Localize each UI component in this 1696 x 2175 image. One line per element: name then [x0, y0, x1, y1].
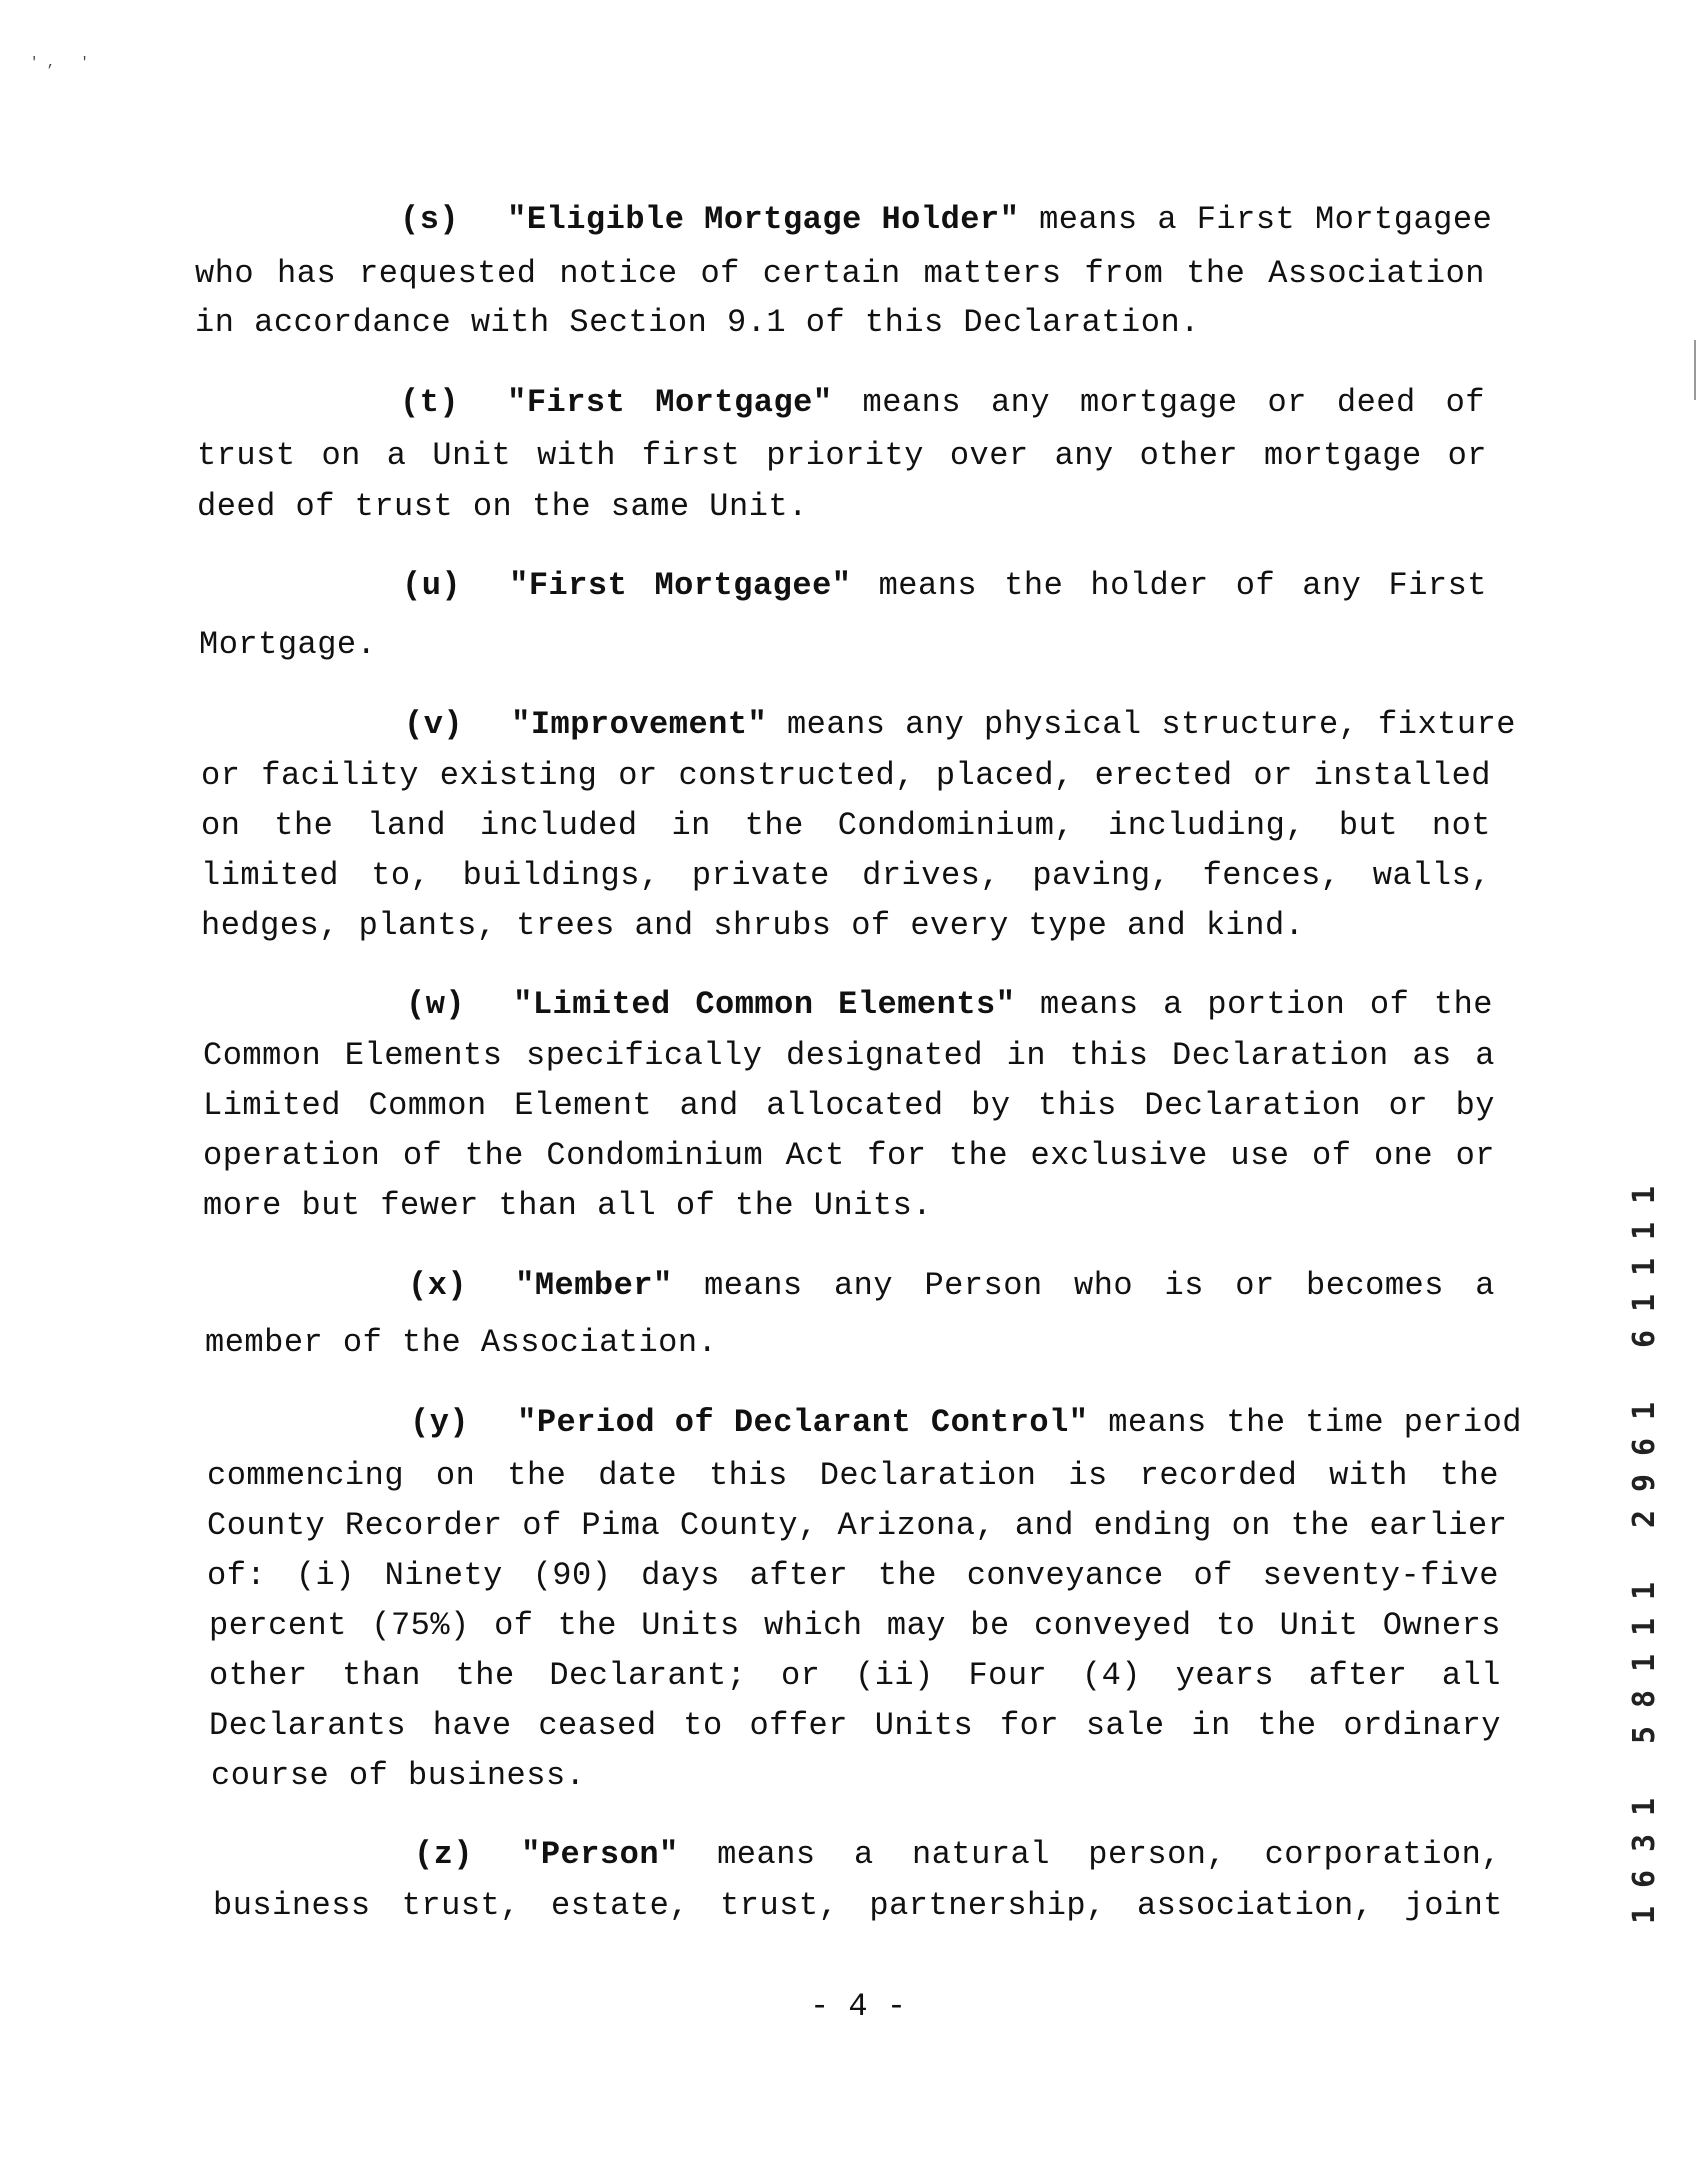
defined-term: "Period of Declarant Control": [517, 1404, 1089, 1441]
definition-text: means any mortgage or deed of: [832, 384, 1486, 421]
stamp-char: 1: [1627, 1401, 1662, 1421]
definition-text-line: percent (75%) of the Units which may be conveyed to Unit Owners: [209, 1607, 1501, 1644]
stamp-char: 8: [1627, 1689, 1662, 1709]
definition-text: means a portion of the: [1015, 986, 1494, 1023]
definition-text-line: trust on a Unit with first priority over any other mortgage or: [197, 437, 1487, 474]
definition-text-line: other than the Declarant; or (ii) Four (4) years after all: [209, 1657, 1501, 1694]
definition-label: (t): [400, 384, 460, 421]
definition-text-line: on the land included in the Condominium, including, but not: [201, 807, 1491, 844]
definition-text-line: member of the Association.: [205, 1324, 718, 1361]
definition-text-line: who has requested notice of certain matters from the Association: [195, 255, 1485, 292]
stamp-char: 2: [1627, 1509, 1662, 1529]
definition-label: (v): [404, 706, 464, 743]
defined-term: "Person": [521, 1836, 679, 1873]
definition-y-first-line: [410, 1403, 1522, 1443]
stamp-char: 6: [1627, 1869, 1662, 1889]
definition-label: (u): [402, 567, 462, 604]
definition-text-line: Limited Common Element and allocated by this Declaration or by: [203, 1087, 1495, 1124]
definition-text-line: more but fewer than all of the Units.: [203, 1187, 933, 1224]
definition-text: means a natural person, corporation,: [678, 1836, 1501, 1873]
definition-label: (s): [400, 201, 460, 238]
recording-stamp: [1625, 1180, 1665, 1940]
scan-corner-marks: ' , ': [30, 55, 89, 71]
stamp-char: 1: [1627, 1257, 1662, 1277]
stamp-char: 1: [1627, 1797, 1662, 1817]
definition-text-line: in accordance with Section 9.1 of this Declaration.: [195, 304, 1200, 341]
stamp-char: 6: [1627, 1329, 1662, 1349]
stamp-char: 1: [1627, 1581, 1662, 1601]
definition-text: means any physical structure, fixture: [767, 706, 1516, 743]
definition-z-first-line: [414, 1835, 1501, 1875]
definition-v-first-line: [404, 705, 1516, 745]
stamp-char: 6: [1627, 1437, 1662, 1457]
definition-text-line: commencing on the date this Declaration is recorded with the: [207, 1457, 1499, 1494]
definition-text-line: Common Elements specifically designated in this Declaration as a: [203, 1037, 1495, 1074]
definition-w-first-line: [406, 985, 1493, 1025]
definition-s-first-line: [400, 200, 1493, 240]
definition-text-line: business trust, estate, trust, partnership, association, joint: [213, 1887, 1503, 1924]
definition-text-line: County Recorder of Pima County, Arizona, and ending on the earlier: [207, 1507, 1508, 1544]
stamp-char: 1: [1627, 1293, 1662, 1313]
stamp-char: 1: [1627, 1617, 1662, 1637]
definition-text-line: hedges, plants, trees and shrubs of every type and kind.: [201, 907, 1305, 944]
definition-text: means a First Mortgagee: [1019, 201, 1493, 238]
definition-t-first-line: [400, 383, 1485, 423]
definition-text-line: operation of the Condominium Act for the exclusive use of one or: [203, 1137, 1495, 1174]
definition-text: means any Person who is or becomes a: [672, 1267, 1495, 1304]
definition-x-first-line: [408, 1266, 1495, 1306]
definition-text-line: limited to, buildings, private drives, paving, fences, walls,: [201, 857, 1491, 894]
stamp-char: 1: [1627, 1221, 1662, 1241]
stamp-char: 9: [1627, 1473, 1662, 1493]
defined-term: "First Mortgagee": [509, 567, 852, 604]
definition-text-line: Mortgage.: [199, 626, 377, 663]
stamp-char: 1: [1627, 1185, 1662, 1205]
stamp-char: 1: [1627, 1653, 1662, 1673]
definition-label: (w): [406, 986, 466, 1023]
defined-term: "Member": [515, 1267, 673, 1304]
definition-label: (x): [408, 1267, 468, 1304]
definition-text-line: course of business.: [211, 1757, 586, 1794]
definition-text-line: Declarants have ceased to offer Units for sale in the ordinary: [209, 1707, 1501, 1744]
definition-text-line: or facility existing or constructed, placed, erected or installed: [201, 757, 1491, 794]
definition-u-first-line: [402, 566, 1487, 606]
definition-label: (y): [410, 1404, 470, 1441]
stamp-char: 5: [1627, 1725, 1662, 1745]
stamp-char: 1: [1627, 1905, 1662, 1925]
definition-text-line: deed of trust on the same Unit.: [197, 488, 808, 525]
defined-term: "Eligible Mortgage Holder": [507, 201, 1020, 238]
defined-term: "Limited Common Elements": [513, 986, 1016, 1023]
defined-term: "Improvement": [511, 706, 768, 743]
page-number: - 4 -: [810, 1988, 907, 2025]
definition-text-line: of: (i) Ninety (90) days after the conveyance of seventy-five: [207, 1557, 1499, 1594]
stamp-char: 3: [1627, 1833, 1662, 1853]
definition-text: means the holder of any First: [851, 567, 1487, 604]
defined-term: "First Mortgage": [507, 384, 833, 421]
definition-text: means the time period: [1088, 1404, 1522, 1441]
definition-label: (z): [414, 1836, 474, 1873]
